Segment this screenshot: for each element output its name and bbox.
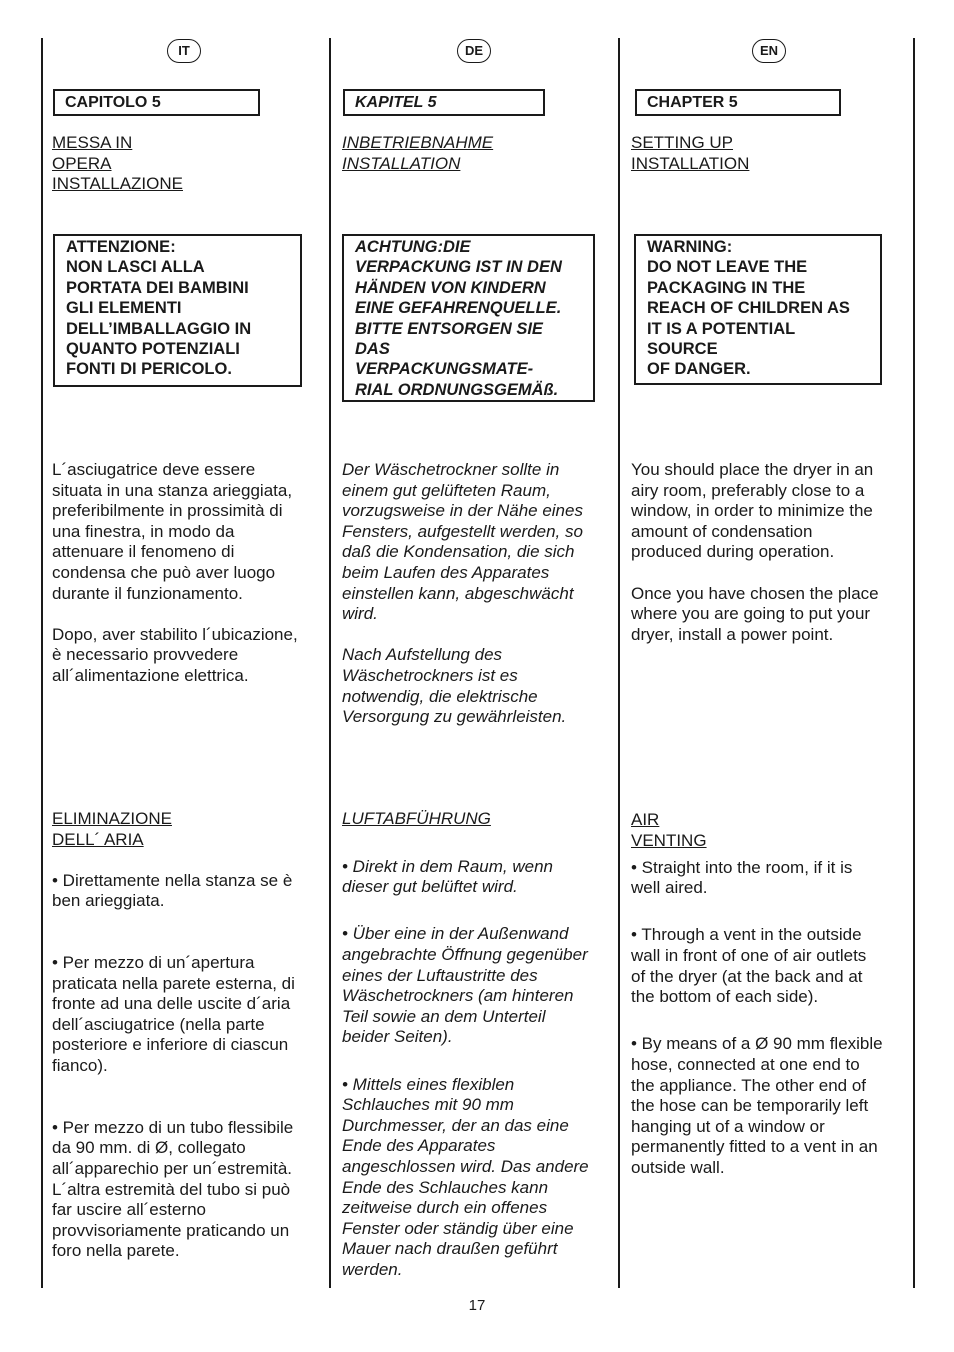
page-number: 17 [468,1297,486,1314]
venting-item-de: • Mittels eines flexiblen Schlauches mit 90 mm Durchmesser, der an das eine Ende des Apparates angeschlossen wird. Das andere Ende des Schlauches kann zeitweise durch ein offenes Fenster oder ständig über eine Mauer nach draußen geführt werden. [342,1074,589,1279]
chapter-box-de: KAPITEL 5 [343,89,545,116]
venting-item-it: • Per mezzo di un´apertura praticata nella parete esterna, di fronte ad una delle uscite d´aria dell´asciugatrice (nella parte posteriore e inferiore di ciascun fianco). [52,952,295,1075]
column-divider-it-de [329,38,331,1288]
venting-title-it: ELIMINAZIONE DELL´ ARIA [52,809,172,849]
language-badge-en: EN [752,39,786,63]
venting-item-it: • Per mezzo di un tubo flessibile da 90 mm. di Ø, collegato all´apparechio per un´estremità. L´altra estremità del tubo si può far uscire all´esterno provvisoriamente praticando un foro nella parete. [52,1117,294,1261]
section-title-it: MESSA IN OPERA INSTALLAZIONE [52,133,183,194]
column-divider-right [913,38,915,1288]
placement-text-en: You should place the dryer in an airy room, preferably close to a window, in order to minimize the amount of condensation produced during operation. Once you have chosen the place where you are going to put your dryer, install a power point. [631,460,879,644]
section-title-de: INBETRIEBNAHME INSTALLATION [342,133,494,173]
language-badge-it: IT [167,39,201,63]
venting-list-de [342,836,617,1307]
venting-list-en [631,837,911,1205]
section-title-en: SETTING UP INSTALLATION [631,133,750,173]
language-badge-de: DE [457,39,491,63]
venting-item-de: • Über eine in der Außenwand angebrachte Öffnung gegenüber eines der Luftaustritte des Wäschetrockners (am hinteren Teil sowie an dem Unterteil beider Seiten). [342,924,588,1047]
venting-item-en: • Through a vent in the outside wall in front of one of air outlets of the dryer (at the back and at the bottom of each side). [631,925,867,1007]
venting-item-it: • Direttamente nella stanza se è ben arieggiata. [52,870,293,911]
venting-title-en: AIR VENTING [631,810,707,850]
venting-list-it [52,850,327,1288]
column-divider-left [41,38,43,1288]
warning-box-de: ACHTUNG:DIE VERPACKUNG IST IN DEN HÄNDEN VON KINDERN EINE GEFAHRENQUELLE. BITTE ENTSORGEN SIE DAS VERPACKUNGSMATE- RIAL ORDNUNGSGEMÄß. [342,234,595,402]
column-divider-de-en [618,38,620,1288]
venting-item-en: • Straight into the room, if it is well aired. [631,857,853,898]
venting-item-en: • By means of a Ø 90 mm flexible hose, connected at one end to the appliance. The other end of the hose can be temporarily left hanging ut of a window or permanently fitted to a vent in an outside wall. [631,1034,883,1177]
venting-title-de: LUFTABFÜHRUNG [342,809,491,828]
chapter-box-en: CHAPTER 5 [635,89,841,116]
placement-text-it: L´asciugatrice deve essere situata in una stanza arieggiata, preferibilmente in prossimità di una finestra, in modo da attenuare il fenomeno di condensa che può aver luogo durante il funzionamento. Dopo, aver stabilito l´ubicazione, è necessario provvedere all´alimentazione elettrica. [52,460,298,685]
venting-item-de: • Direkt in dem Raum, wenn dieser gut belüftet wird. [342,856,553,897]
warning-box-en: WARNING: DO NOT LEAVE THE PACKAGING IN THE REACH OF CHILDREN AS IT IS A POTENTIAL SOURCE OF DANGER. [634,234,882,385]
warning-box-it: ATTENZIONE: NON LASCI ALLA PORTATA DEI BAMBINI GLI ELEMENTI DELL’IMBALLAGGIO IN QUANTO POTENZIALI FONTI DI PERICOLO. [53,234,302,387]
chapter-box-it: CAPITOLO 5 [53,89,260,116]
placement-text-de: Der Wäschetrockner sollte in einem gut gelüfteten Raum, vorzugsweise in der Nähe eines Fensters, aufgestellt werden, so daß die Kondensation, die sich beim Laufen des Apparates einstellen kann, abgeschwächt wird. Nach Aufstellung des Wäschetrockners ist es notwendig, die elektrische Versorgung zu gewährleisten. [342,460,583,727]
